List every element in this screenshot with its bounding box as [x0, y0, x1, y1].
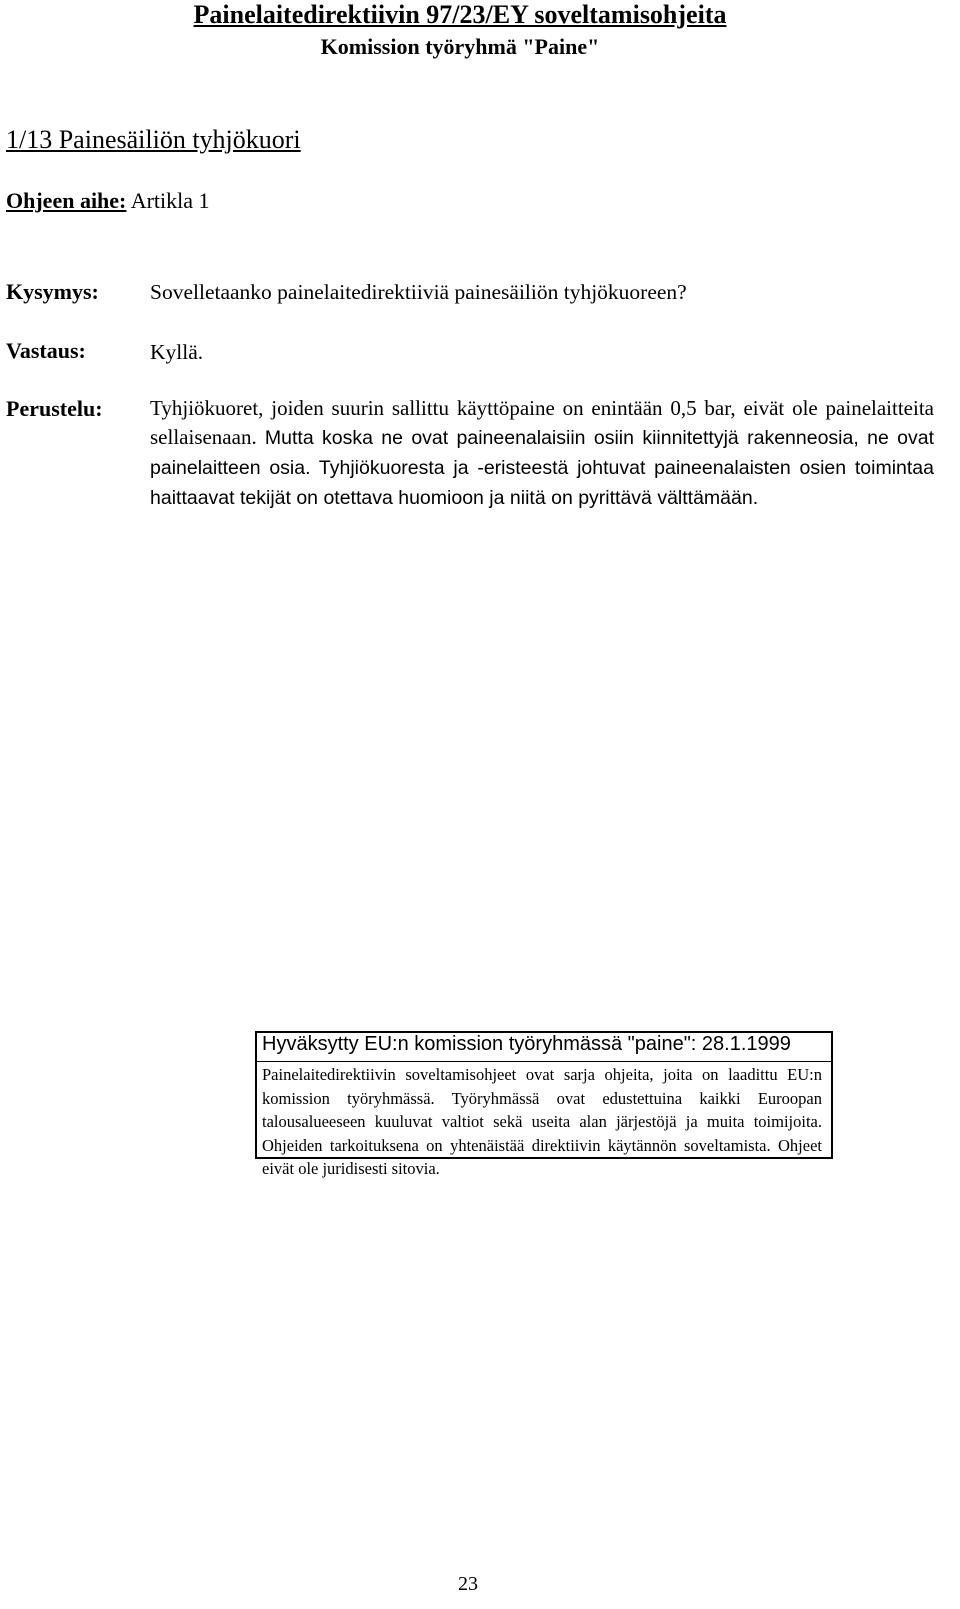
document-title: Painelaitedirektiivin 97/23/EY soveltamisohjeita	[193, 0, 727, 29]
answer-text: Kyllä.	[150, 340, 204, 364]
reason-text-part2: Mutta koska ne ovat paineenalaisiin osiin kiinnitettyjä rakenneosia, ne ovat painelaitteen osia. Tyhjiökuoresta ja -eristeestä johtuvat paineenalaisten osien toimintaa haittaavat tekijät on otettava huomioon ja niitä on pyrittävä välttämään.	[150, 427, 935, 509]
approval-divider	[257, 1061, 831, 1062]
question-label: Kysymys:	[6, 279, 99, 304]
topic-label: Ohjeen aihe:	[6, 188, 127, 213]
approval-text: Painelaitedirektiivin soveltamisohjeet ovat sarja ohjeita, joita on laadittu EU:n komission työryhmässä. Työryhmässä ovat edustettuina kaikki Euroopan talousalueeseen kuuluvat valtiot sekä useita alan järjestöjä ja muita toimijoita. Ohjeiden tarkoituksena on yhtenäistää direktiivin käytännön soveltamista. Ohjeet eivät ole juridisesti sitovia.	[262, 1065, 822, 1178]
question-text: Sovelletaanko painelaitedirektiiviä painesäiliön tyhjökuoreen?	[150, 280, 687, 304]
guideline-topic	[6, 188, 210, 214]
answer-label: Vastaus:	[6, 338, 86, 363]
approval-title: Hyväksytty EU:n komission työryhmässä "paine": 28.1.1999	[262, 1033, 791, 1055]
reason-label: Perustelu:	[6, 396, 103, 421]
reason-text	[150, 394, 934, 513]
document-subtitle: Komission työryhmä "Paine"	[320, 34, 600, 59]
reason-text-part1: Tyhjiökuoret, joiden suurin sallittu käyttöpaine on enintään 0,5 bar, eivät ole painelaitteita sellaisenaan.	[150, 396, 934, 449]
guideline-id: 1/13 Painesäiliön tyhjökuori	[6, 125, 301, 154]
topic-value: Artikla 1	[130, 188, 210, 213]
page-number: 23	[458, 1573, 478, 1595]
